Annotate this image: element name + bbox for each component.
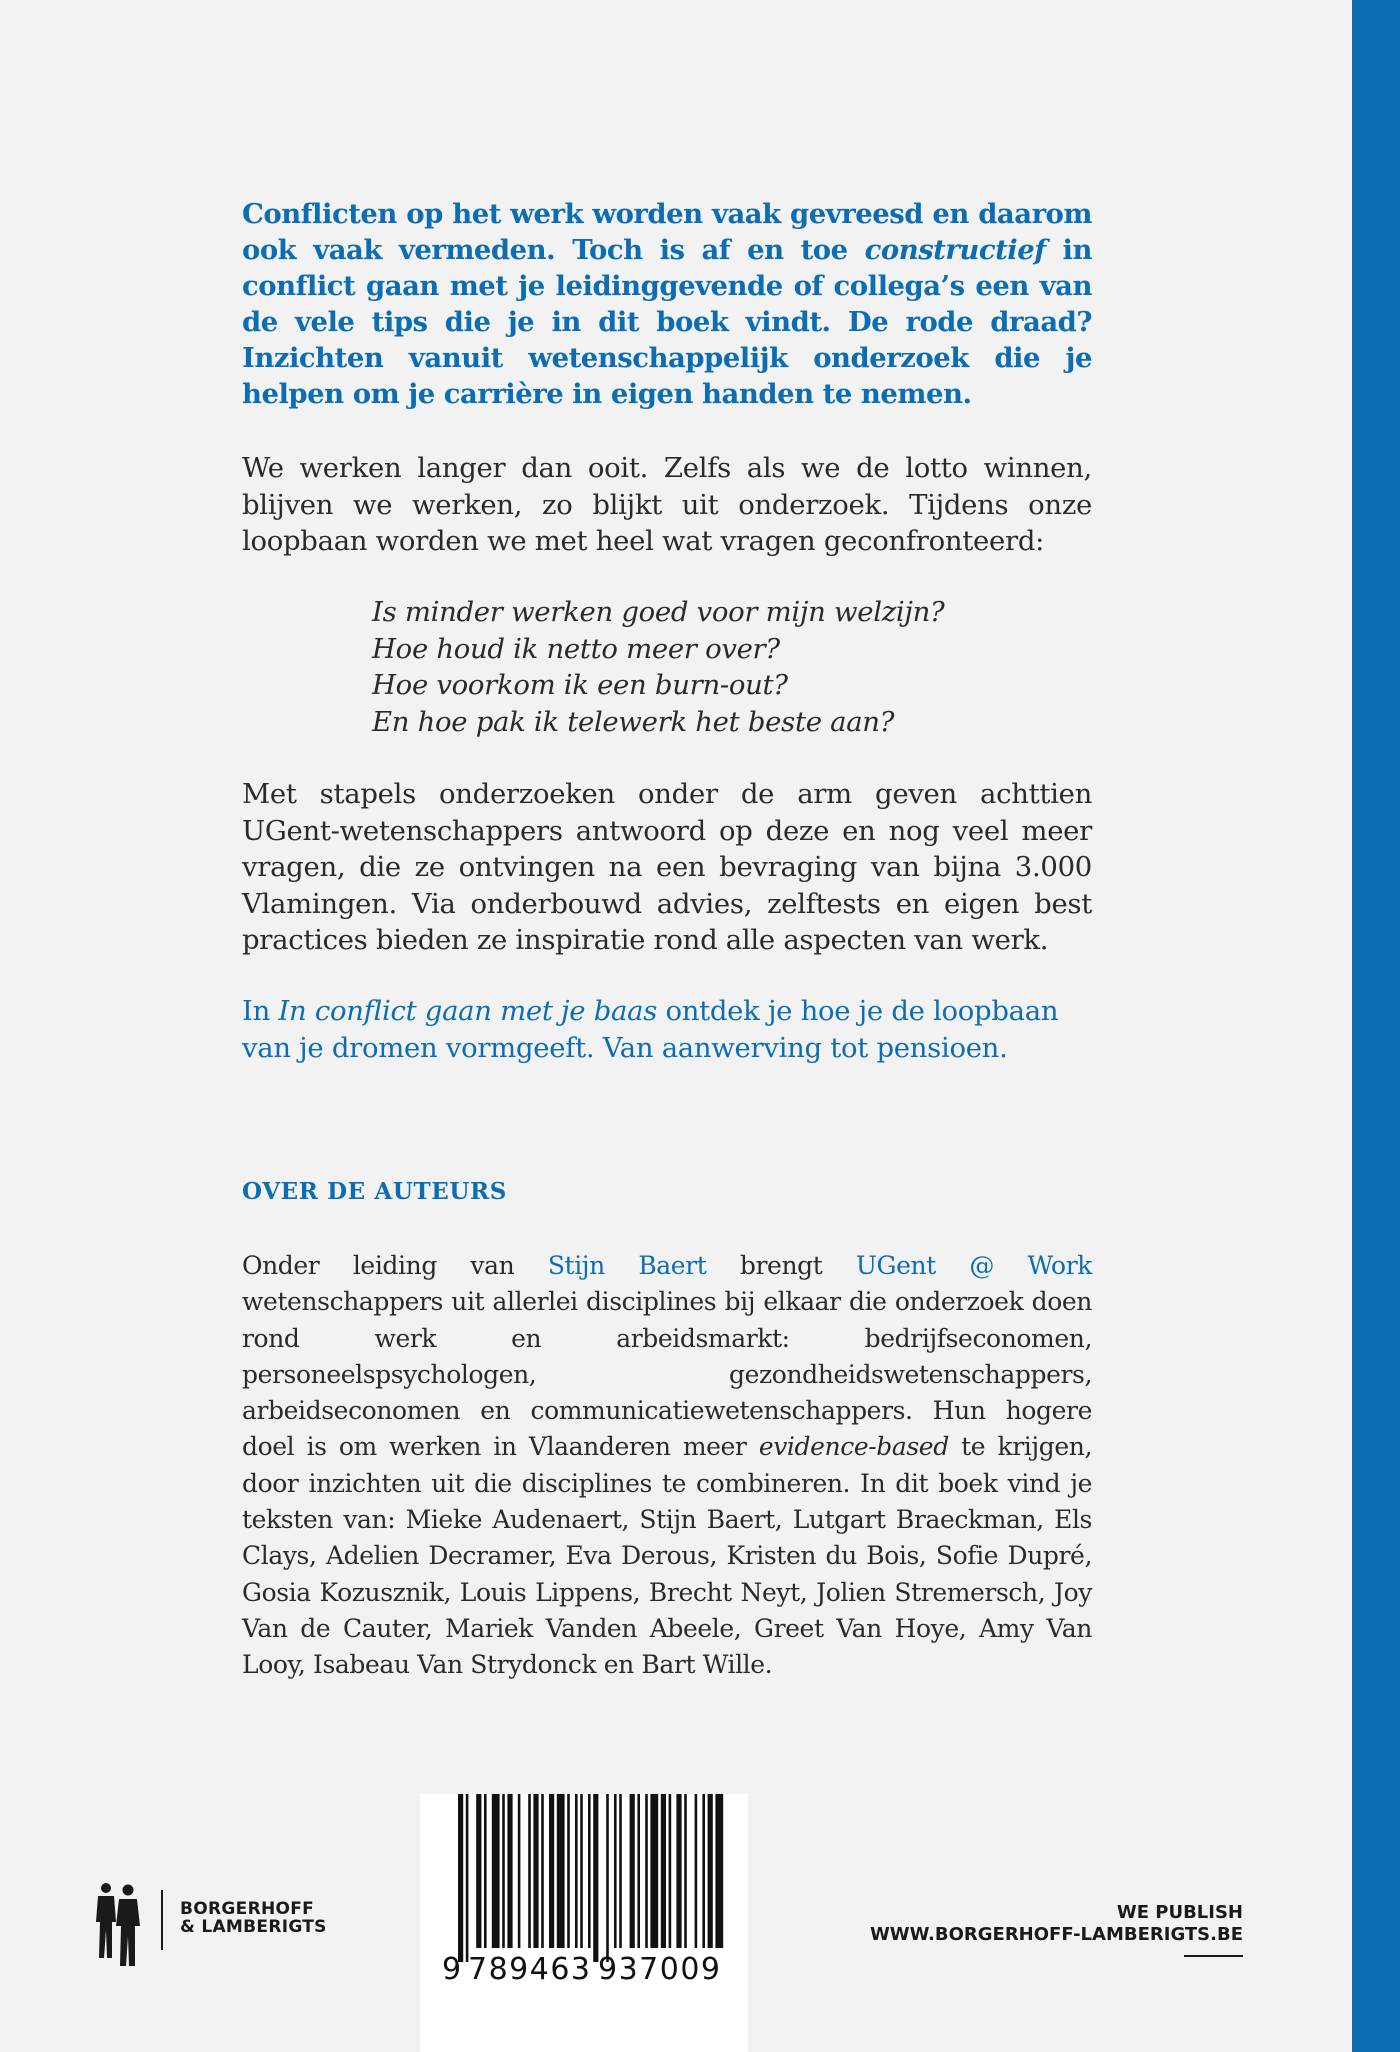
group-name: UGent @ Work [855, 1251, 1092, 1280]
intro-paragraph: We werken langer dan ooit. Zelfs als we de lotto winnen, blijven we werken, zo blijkt uit onderzoek. Tijdens onze loopbaan worden we met heel wat vragen geconfronteerd: [242, 452, 1092, 557]
barcode-bar [676, 1794, 681, 1948]
question-item: En hoe pak ik telewerk het beste aan? [372, 705, 895, 738]
barcode-bar [661, 1794, 666, 1948]
barcode-bar [637, 1794, 640, 1948]
barcode-bar [650, 1794, 658, 1948]
spine-band [1352, 0, 1400, 2052]
barcode-bar [708, 1794, 713, 1948]
barcode-bar [669, 1794, 672, 1948]
publisher-tagline: WE PUBLISH [1116, 1902, 1243, 1923]
publisher-url[interactable]: WWW.BORGERHOFF-LAMBERIGTS.BE [869, 1924, 1243, 1945]
publisher-contact [870, 1902, 1243, 1946]
publisher-underline [1184, 1955, 1243, 1957]
barcode-bar [645, 1794, 648, 1948]
barcode-bar [518, 1794, 521, 1948]
barcode-bar [619, 1794, 622, 1948]
question-list [372, 594, 1072, 740]
barcode-bar [588, 1794, 591, 1948]
isbn-barcode [420, 1794, 748, 2052]
question-item: Hoe voorkom ik een burn-out? [372, 669, 788, 701]
barcode-bar [528, 1794, 531, 1948]
isbn-digits-left: 789463 [468, 1952, 592, 1987]
barcode-bar [507, 1794, 512, 1948]
barcode-bar [715, 1794, 723, 1948]
barcode-bar [541, 1794, 544, 1948]
barcode-bar [549, 1794, 554, 1948]
barcode-bar [502, 1794, 505, 1948]
barcode-bar [614, 1794, 617, 1948]
logo-divider [161, 1890, 163, 1950]
authors-heading: OVER DE AUTEURS [242, 1178, 507, 1205]
barcode-bar [458, 1794, 463, 1962]
publisher-logo-icon [92, 1880, 162, 1970]
question-item: Hoe houd ik netto meer over? [372, 632, 780, 665]
barcode-bar [702, 1794, 705, 1948]
barcode-bar [695, 1794, 698, 1948]
barcode-bar [533, 1794, 538, 1948]
closing-paragraph: In In conflict gaan met je baas ontdek je hoe je de loopbaan van je dromen vormgeeft. Van aanwerving tot pensioen. [242, 995, 1059, 1064]
publisher-name: BORGERHOFF & LAMBERIGTS [180, 1899, 327, 1937]
barcode-bar [630, 1794, 635, 1948]
barcode-bar [484, 1794, 487, 1948]
barcode-bar [476, 1794, 481, 1948]
barcode-bars [420, 1794, 748, 2052]
barcode-bar [567, 1794, 570, 1948]
barcode-bar [606, 1794, 609, 1962]
barcode-bar [557, 1794, 565, 1948]
question-item: Is minder werken goed voor mijn welzijn? [372, 596, 945, 628]
authors-paragraph: Onder leiding van Stijn Baert brengt UGent @ Work wetenschappers uit allerlei disciplines bij elkaar die onderzoek doen rond werk en arbeidsmarkt: bedrijfseconomen, personeelspsychologen, gezondheidswetenschappers, arbeidseconomen en communicatiewetenschappers. Hun hogere doel is om werken in Vlaanderen meer evidence-based te krijgen, door inzichten uit die disciplines te combineren. In dit boek vind je teksten van: Mieke Audenaert, Stijn Baert, Lutgart Braeckman, Els Clays, Adelien Decramer, Eva Derous, Kristen du Bois, Sofie Dupré, Gosia Kozusznik, Louis Lippens, Brecht Neyt, Jolien Stremersch, Joy Van de Cauter, Mariek Vanden Abeele, Greet Van Hoye, Amy Van Looy, Isabeau Van Strydonck en Bart Wille. [242, 1251, 1092, 1680]
barcode-bar [466, 1794, 469, 1962]
author-lead-name: Stijn Baert [547, 1251, 707, 1280]
isbn-digits-right: 937009 [598, 1952, 722, 1987]
body-paragraph: Met stapels onderzoeken onder de arm geven achttien UGent-wetenschappers antwoord op deze en nog veel meer vragen, die ze ontvingen na een bevraging van bijna 3.000 Vlamingen. Via onderbouwd advies, zelftests en eigen best practices bieden ze inspiratie rond alle aspecten van werk. [242, 778, 1092, 956]
barcode-bar [575, 1794, 578, 1948]
barcode-bar [580, 1794, 583, 1948]
lead-paragraph: Conflicten op het werk worden vaak gevreesd en daarom ook vaak vermeden. Toch is af en toe constructief in conflict gaan met je leidinggevende of collega’s een van de vele tips die je in dit boek vindt. De rode draad? Inzichten vanuit wetenschappelijk onderzoek die je helpen om je carrière in eigen handen te nemen. [242, 198, 1092, 410]
barcode-bar [684, 1794, 687, 1948]
barcode-bar [492, 1794, 500, 1948]
barcode-bar [593, 1794, 598, 1962]
isbn-digit-first: 9 [442, 1952, 462, 1987]
